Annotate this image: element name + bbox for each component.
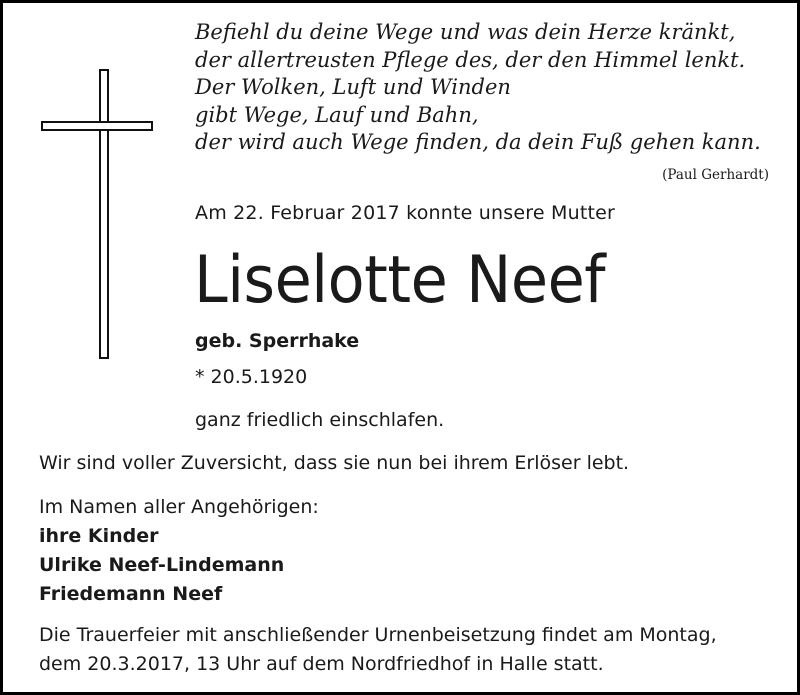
family-member: Ulrike Neef-Lindemann [39,554,285,576]
passing-text: ganz friedlich einschlafen. [195,409,445,431]
service-line: Die Trauerfeier mit anschließender Urnenbeisetzung findet am Montag, [39,624,717,646]
family-block [39,493,319,609]
service-line: dem 20.3.2017, 13 Uhr auf dem Nordfriedhof in Halle statt. [39,653,604,675]
service-info [39,621,717,679]
poem-author: (Paul Gerhardt) [662,167,769,183]
cross-icon [41,69,151,359]
poem [195,19,780,157]
poem-line: der allertreusten Pflege des, der den Himmel lenkt. [195,47,746,72]
deceased-name: Liselotte Neef [194,243,606,318]
maiden-name: geb. Sperrhake [195,330,360,352]
family-group: ihre Kinder [39,525,159,547]
poem-line: gibt Wege, Lauf und Bahn, [195,102,479,127]
birth-date: * 20.5.1920 [195,366,308,388]
notice-intro: Am 22. Februar 2017 konnte unsere Mutter [195,202,616,224]
family-intro: Im Namen aller Angehörigen: [39,496,319,518]
poem-line: Befiehl du deine Wege und was dein Herze kränkt, [195,20,736,44]
confidence-text: Wir sind voller Zuversicht, dass sie nun bei ihrem Erlöser lebt. [39,452,630,474]
poem-line: der wird auch Wege finden, da dein Fuß gehen kann. [195,130,761,154]
family-member: Friedemann Neef [39,583,223,605]
poem-line: Der Wolken, Luft und Winden [195,75,511,99]
